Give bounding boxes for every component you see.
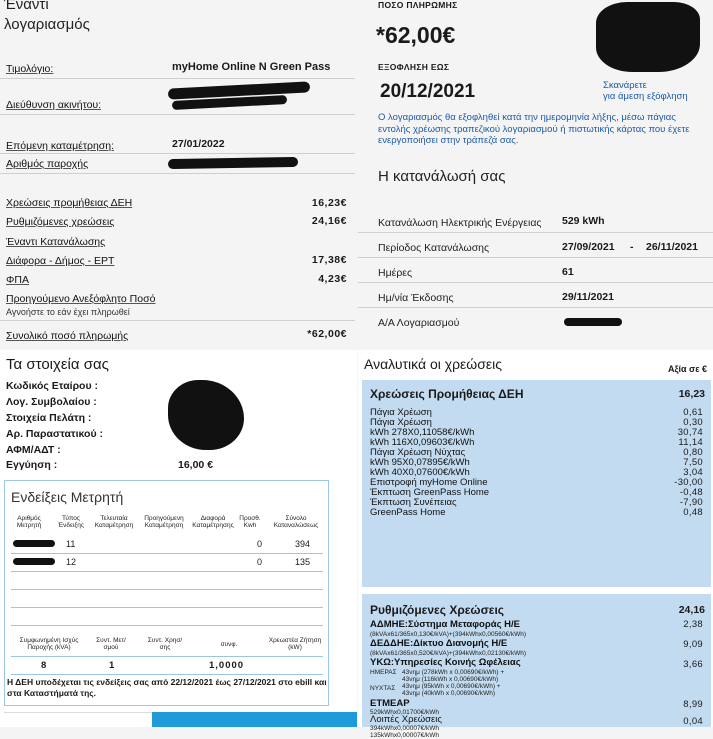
agreed-kva-value: 8 xyxy=(41,660,47,671)
days-value: 61 xyxy=(562,266,574,278)
previous-unpaid-label: Προηγούμενο Ανεξόφλητο Ποσό xyxy=(6,293,156,305)
yko-night-line2: 43νημ (40kWh x 0,00690€/kWh) xyxy=(402,690,495,697)
divider xyxy=(0,153,355,154)
meter-header: Διαφορά Καταμέτρησης xyxy=(192,515,234,530)
value-header: Αξία σε € xyxy=(668,364,707,374)
meter-row2-type: 12 xyxy=(66,557,77,567)
etmear-formula: 529kWhx0,01700€/kWh xyxy=(370,709,440,716)
charges-title: Αναλυτικά οι χρεώσεις xyxy=(364,356,502,372)
supply-charges-box xyxy=(362,380,711,587)
yko-day-label: ΗΜΕΡΑΣ xyxy=(370,669,397,676)
due-date-value: 20/12/2021 xyxy=(380,81,476,102)
consumption-title: Η κατανάλωσή σας xyxy=(378,168,506,185)
meter-row1-diff: 0 xyxy=(257,539,263,549)
deddie-label: ΔΕΔΔΗΕ:Δίκτυο Διανομής Η/Ε xyxy=(370,638,508,649)
amount-value: *62,00€ xyxy=(376,22,456,48)
next-reading-value: 27/01/2022 xyxy=(172,138,225,150)
redacted-qr-code xyxy=(596,2,700,72)
deddie-formula: (8kVAx61/365x0,520€/kVA)+(394kWhx0,02130€/kWh) xyxy=(370,650,527,657)
supply-charge-line-amount: 11,14 xyxy=(678,437,703,448)
footer-strip-white xyxy=(4,712,154,727)
usage-coef-value: 1,0000 xyxy=(209,660,245,671)
due-date-label: ΕΞΟΦΛΗΣΗ ΕΩΣ xyxy=(378,62,450,72)
meter-bottom-header: Χρεωστέα Ζήτηση (kW) xyxy=(268,637,322,652)
supply-charge-line-amount: -0,48 xyxy=(679,487,703,498)
meter-row-divider xyxy=(11,607,323,608)
meter-row-divider xyxy=(11,571,323,572)
regulated-charges-title: Ρυθμιζόμενες Χρεώσεις xyxy=(370,603,505,617)
other-charges-formula: 135kWhx0,00007€/kWh xyxy=(370,732,440,739)
redacted-meter-number xyxy=(13,558,55,565)
supply-charges-label: Χρεώσεις προμήθειας ΔΕΗ xyxy=(6,197,133,209)
vat-value: 4,23€ xyxy=(318,273,347,285)
meter-row2-total: 135 xyxy=(295,557,311,567)
period-to: 26/11/2021 xyxy=(646,241,698,253)
supply-charge-line-label: GreenPass Home xyxy=(370,507,446,518)
divider xyxy=(0,320,355,321)
days-label: Ημέρες xyxy=(378,267,413,279)
customer-details-panel xyxy=(0,350,357,727)
customer-label: Στοιχεία Πελάτη : xyxy=(6,412,92,424)
payment-panel xyxy=(358,0,713,346)
meter-header: Προηγούμενη Καταμέτρηση xyxy=(144,515,184,530)
meter-row-divider xyxy=(11,656,323,657)
divider xyxy=(0,114,355,115)
supply-charge-line-amount: 0,48 xyxy=(683,507,703,518)
supply-charge-line-amount: 0,30 xyxy=(683,417,703,428)
meter-bottom-header: Συμφωνημένη Ισχύς Παροχής (kVA) xyxy=(19,637,79,652)
redacted-customer-details xyxy=(168,380,244,450)
redacted-supply-number xyxy=(168,157,298,169)
amount-label: ΠΟΣΟ ΠΛΗΡΩΜΗΣ xyxy=(378,0,458,10)
metering-coef-value: 1 xyxy=(109,660,115,671)
scan-line2: για άμεση εξόφληση xyxy=(603,91,688,102)
etmear-value: 8,99 xyxy=(683,699,703,710)
yko-day-line2: 43νημ (116kWh x 0,00690€/kWh) xyxy=(402,676,499,683)
meter-row-divider xyxy=(11,625,323,626)
period-label: Περίοδος Κατανάλωσης xyxy=(378,242,490,254)
redacted-meter-number xyxy=(13,540,55,547)
municipal-value: 17,38€ xyxy=(311,254,347,266)
supply-charge-line-amount: 3,04 xyxy=(683,467,703,478)
supply-charge-line-label: Έκπτωση Συνέπειας xyxy=(370,497,457,508)
meter-reading-note: Η ΔΕΗ υποδέχεται τις ενδείξεις σας από 22/12/2021 έως 27/12/2021 στο ebill και στα Καταστήματά της. xyxy=(7,677,327,698)
bill-summary-panel xyxy=(0,0,355,346)
direct-debit-notice: Ο λογαριασμός θα εξοφληθεί κατά την ημερομηνία λήξης, μέσω πάγιας εντολής χρέωσης τραπεζικού λογαριασμού ή πιστωτικής κάρτας που έχετε ενεργοποιήσει στην τράπεζά σας. xyxy=(378,112,690,146)
total-label: Συνολικό ποσό πληρωμής xyxy=(6,330,129,342)
supply-charge-line-label: kWh 278Χ0,11058€/kWh xyxy=(370,427,475,438)
meter-row-divider xyxy=(11,589,323,590)
supply-charge-line-label: Επιστροφή myHome Online xyxy=(370,477,488,488)
meter-bottom-header: Συντ. Χρησ/σης xyxy=(147,637,183,652)
yko-label: ΥΚΩ:Υπηρεσίες Κοινής Ωφέλειας xyxy=(370,657,521,668)
period-sep: - xyxy=(630,241,634,253)
yko-value: 3,66 xyxy=(683,659,703,670)
against-consumption-label: Έναντι Κατανάλωσης xyxy=(6,236,106,248)
meter-header: Τελευταία Καταμέτρηση xyxy=(94,515,134,530)
deddie-value: 9,09 xyxy=(683,639,703,650)
supply-charges-value: 16,23€ xyxy=(311,197,347,209)
supply-number-label: Αριθμός παροχής xyxy=(6,158,89,170)
supply-charge-line-label: Έκπτωση GreenPass Home xyxy=(370,487,490,498)
regulated-charges-label: Ρυθμιζόμενες χρεώσεις xyxy=(6,216,115,228)
admie-formula: (8kVAx61/365x0,130€/kVA)+(394kWhx0,00560€/kWh) xyxy=(370,631,527,638)
supply-charge-line-amount: -30,00 xyxy=(674,477,703,488)
other-charges-value: 0,04 xyxy=(683,716,703,727)
tax-id-label: ΑΦΜ/ΑΔΤ : xyxy=(6,444,61,456)
meter-row-divider xyxy=(11,553,323,554)
invoice-value: myHome Online N Green Pass xyxy=(172,61,331,73)
admie-value: 2,38 xyxy=(683,619,703,630)
meter-header: Αριθμός Μετρητή xyxy=(16,515,42,530)
details-title: Τα στοιχεία σας xyxy=(6,356,109,373)
meter-row1-type: 11 xyxy=(66,539,76,549)
meter-header: Σύνολο Καταναλώσεως xyxy=(273,515,319,530)
scan-line1: Σκανάρετε xyxy=(603,80,647,91)
invoice-label: Τιμολόγιο: xyxy=(6,63,54,75)
meter-header: Τύπος Ένδειξης xyxy=(58,515,84,530)
supply-charge-line-amount: 7,50 xyxy=(683,457,703,468)
divider xyxy=(358,257,713,258)
other-charges-formula: 394kWhx0,00007€/kWh xyxy=(370,725,440,732)
energy-value: 529 kWh xyxy=(562,215,605,227)
regulated-charges-box xyxy=(362,594,711,739)
contract-account-label: Λογ. Συμβολαίου : xyxy=(6,396,97,408)
meter-bottom-header: συνφ. xyxy=(220,641,238,648)
meter-row2-diff: 0 xyxy=(257,557,263,567)
issue-date-label: Ημ/νία Έκδοσης xyxy=(378,292,454,304)
meter-row1-total: 394 xyxy=(295,539,311,549)
divider xyxy=(0,173,355,174)
supply-charge-line-label: kWh 116Χ0,09603€/kWh xyxy=(370,437,475,448)
municipal-label: Διάφορα - Δήμος - ΕΡΤ xyxy=(6,255,115,267)
supply-charge-line-label: kWh 40Χ0,07600€/kWh xyxy=(370,467,470,478)
yko-night-line1: 43νημ (95kWh x 0,00690€/kWh) + xyxy=(402,683,501,690)
energy-label: Κατανάλωση Ηλεκτρικής Ενέργειας xyxy=(378,217,542,229)
supply-charge-line-amount: -7,90 xyxy=(679,497,703,508)
charges-breakdown-panel xyxy=(358,350,713,739)
meter-row-divider xyxy=(11,674,323,675)
meter-bottom-header: Συντ. Μετ/σμού xyxy=(96,637,126,652)
divider xyxy=(0,78,355,79)
regulated-charges-total: 24,16 xyxy=(678,604,705,616)
address-label: Διεύθυνση ακινήτου: xyxy=(6,99,102,111)
meter-header: Προσθ. Kwh xyxy=(239,515,261,530)
regulated-charges-value: 24,16€ xyxy=(311,215,347,227)
bill-title-line1: Έναντι xyxy=(4,0,49,13)
supply-charge-line-label: Πάγια Χρέωση xyxy=(370,407,432,418)
guarantee-value: 16,00 € xyxy=(178,459,214,471)
supply-charge-line-amount: 0,80 xyxy=(683,447,703,458)
divider xyxy=(358,232,713,233)
redacted-account-number xyxy=(564,318,622,326)
next-reading-label: Επόμενη καταμέτρηση: xyxy=(6,140,115,152)
meter-readings-box xyxy=(4,480,329,706)
supply-charge-line-amount: 0,61 xyxy=(683,407,703,418)
supply-charge-line-label: kWh 95Χ0,07895€/kWh xyxy=(370,457,470,468)
other-charges-label: Λοιπές Χρεώσεις xyxy=(370,714,442,725)
period-from: 27/09/2021 xyxy=(562,241,615,253)
divider xyxy=(358,307,713,308)
bill-title-line2: λογαριασμός xyxy=(4,16,90,33)
supply-charges-total: 16,23 xyxy=(678,388,705,400)
yko-day-line1: 43νημ (278kWh x 0,00690€/kWh) + xyxy=(402,669,505,676)
supply-charge-line-amount: 30,74 xyxy=(677,427,703,438)
company-code-label: Κωδικός Εταίρου : xyxy=(6,380,98,392)
footer-strip-blue xyxy=(152,712,357,727)
document-number-label: Αρ. Παραστατικού : xyxy=(6,428,103,440)
admie-label: ΑΔΜΗΕ:Σύστημα Μεταφοράς Η/Ε xyxy=(370,619,520,630)
supply-charge-line-label: Πάγια Χρέωση Νύχτας xyxy=(370,447,466,458)
etmear-label: ΕΤΜΕΑΡ xyxy=(370,698,410,709)
supply-charges-title: Χρεώσεις Προμήθειας ΔΕΗ xyxy=(370,387,524,401)
vat-label: ΦΠΑ xyxy=(6,274,29,286)
issue-date-value: 29/11/2021 xyxy=(562,291,614,303)
account-number-label: Α/Α Λογαριασμού xyxy=(378,317,460,329)
total-value: *62,00€ xyxy=(307,328,347,340)
divider xyxy=(358,282,713,283)
guarantee-label: Εγγύηση : xyxy=(6,459,58,471)
ignore-if-paid-note: Αγνοήστε το εάν έχει πληρωθεί xyxy=(6,307,130,317)
yko-night-label: ΝΥΧΤΑΣ xyxy=(370,685,396,692)
supply-charge-line-label: Πάγια Χρέωση xyxy=(370,417,432,428)
meter-title: Ενδείξεις Μετρητή xyxy=(11,489,124,505)
